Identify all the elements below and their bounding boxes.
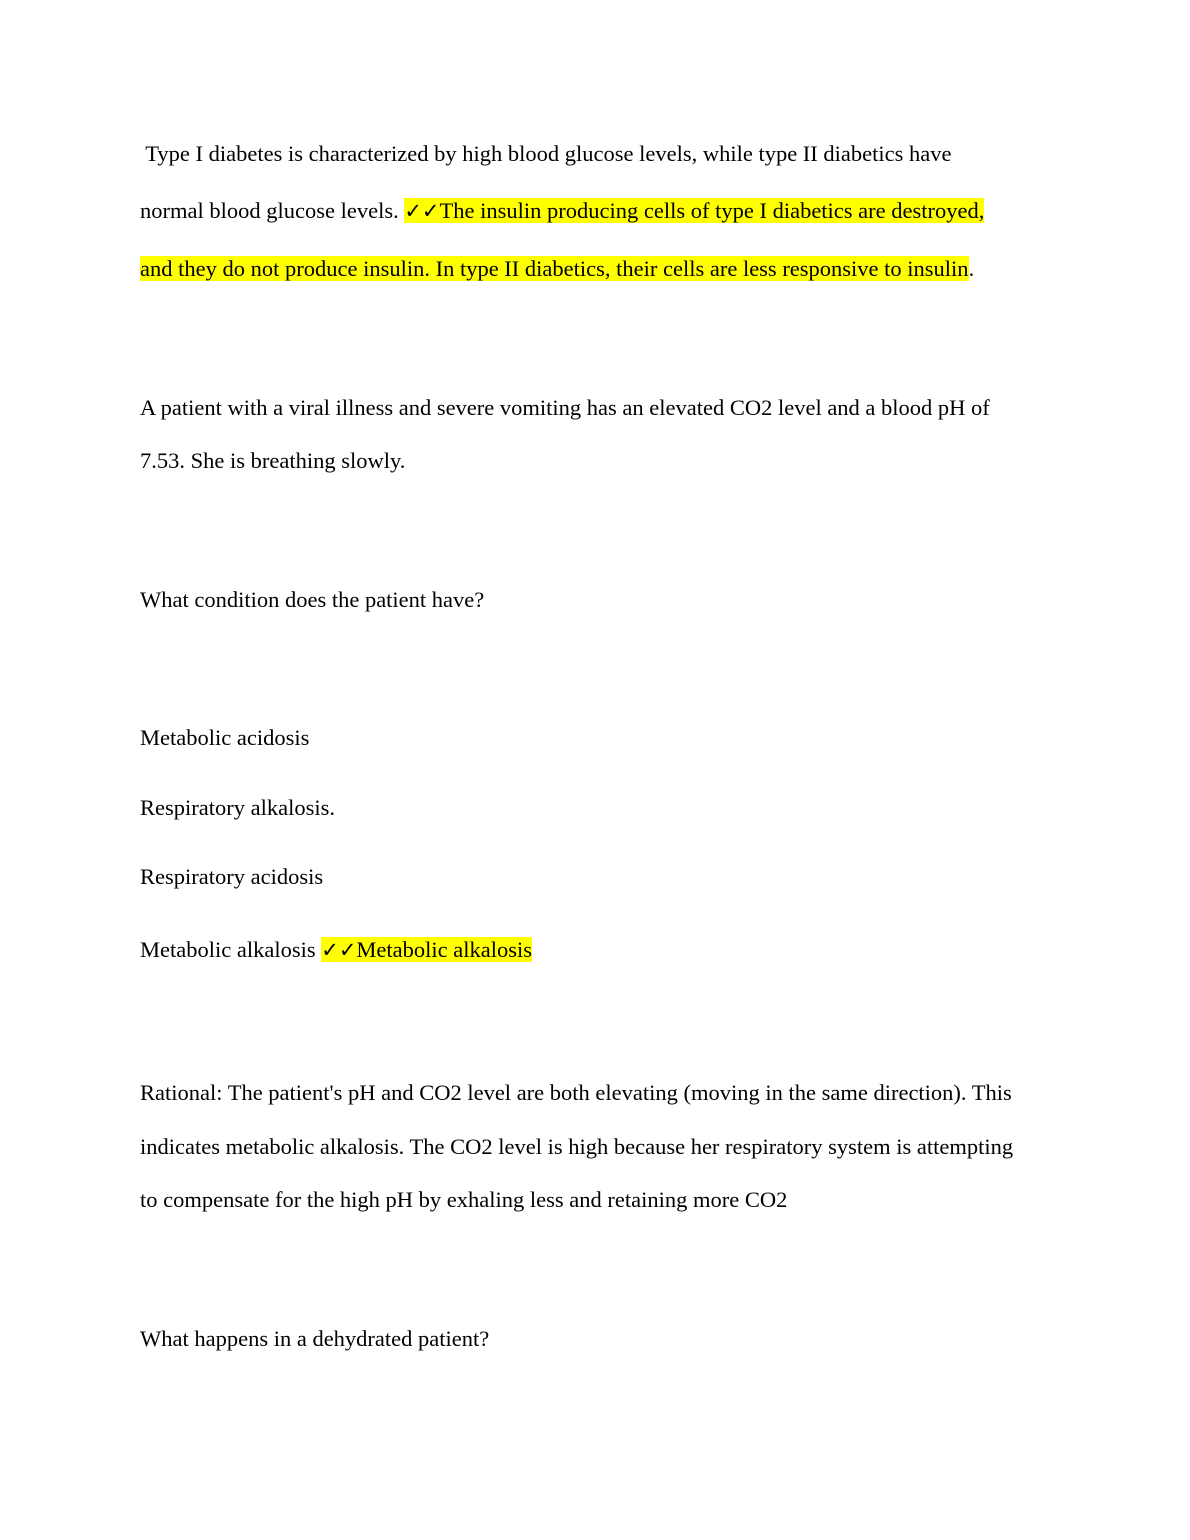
diabetes-text-plain: normal blood glucose levels. xyxy=(140,198,405,223)
diabetes-answer-text: The insulin producing cells of type I diabetics are destroyed, xyxy=(439,198,985,223)
diabetes-answer-highlight-continued: and they do not produce insulin. In type II diabetics, their cells are less responsive to insulin xyxy=(140,256,969,281)
option-metabolic-alkalosis-label: Metabolic alkalosis xyxy=(140,937,322,962)
diabetes-text-period: . xyxy=(968,256,975,281)
diabetes-answer-highlight xyxy=(404,198,984,223)
diabetes-text-line-1: Type I diabetes is characterized by high blood glucose levels, while type II diabetics have xyxy=(140,141,952,166)
question-text: What condition does the patient have? xyxy=(140,587,485,612)
rationale-line-1: Rational: The patient's pH and CO2 level are both elevating (moving in the same direction). This xyxy=(140,1080,1012,1105)
option-metabolic-acidosis: Metabolic acidosis xyxy=(140,725,310,750)
next-question-text: What happens in a dehydrated patient? xyxy=(140,1326,490,1351)
rationale-line-2: indicates metabolic alkalosis. The CO2 level is high because her respiratory system is attempting xyxy=(140,1134,1014,1159)
check-mark-icon: ✓✓ xyxy=(404,199,440,223)
option-respiratory-alkalosis: Respiratory alkalosis. xyxy=(140,795,335,820)
answer-highlight xyxy=(321,937,532,962)
check-mark-icon: ✓✓ xyxy=(321,938,357,962)
scenario-line-1: A patient with a viral illness and severe vomiting has an elevated CO2 level and a blood pH of xyxy=(140,395,990,420)
option-metabolic-alkalosis xyxy=(140,936,532,964)
rationale-line-3: to compensate for the high pH by exhaling less and retaining more CO2 xyxy=(140,1187,788,1212)
answer-text: Metabolic alkalosis xyxy=(356,937,533,962)
diabetes-text-line-3 xyxy=(140,255,974,283)
scenario-line-2: 7.53. She is breathing slowly. xyxy=(140,448,406,473)
diabetes-text-line-2 xyxy=(140,197,984,225)
option-respiratory-acidosis: Respiratory acidosis xyxy=(140,864,324,889)
